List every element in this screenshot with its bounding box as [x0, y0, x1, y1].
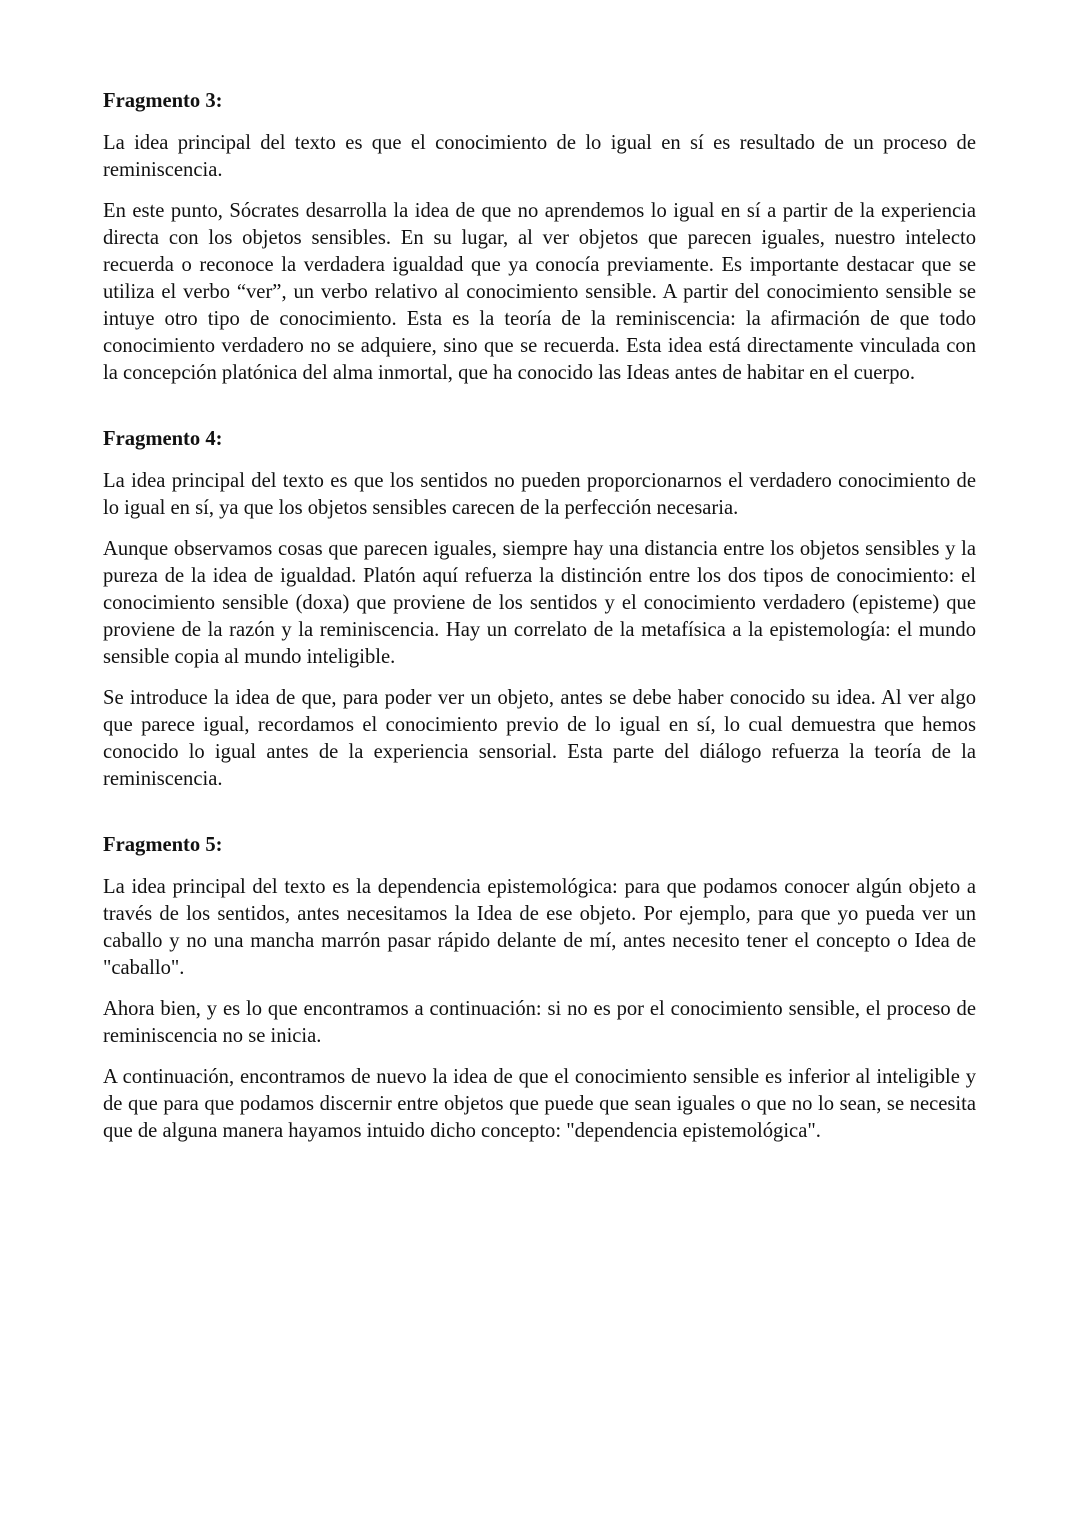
fragment-4-heading: Fragmento 4:	[103, 428, 223, 450]
fragment-5-paragraph-3: A continuación, encontramos de nuevo la idea de que el conocimiento sensible es inferior al inteligible y de que para que podamos discernir entre objetos que puede que sean iguales o que no lo sean, se necesita que de alguna manera hayamos intuido dicho concepto: "dependencia epistemológica".	[103, 1066, 976, 1142]
fragment-3-paragraph-1: La idea principal del texto es que el conocimiento de lo igual en sí es resultado de un proceso de reminiscencia.	[103, 132, 976, 181]
fragment-5-paragraph-1: La idea principal del texto es la dependencia epistemológica: para que podamos conocer algún objeto a través de los sentidos, antes necesitamos la Idea de ese objeto. Por ejemplo, para que yo pueda ver un caballo y no una mancha marrón pasar rápido delante de mí, antes necesito tener el concepto o Idea de "caballo".	[103, 876, 976, 979]
fragment-4-paragraph-1: La idea principal del texto es que los sentidos no pueden proporcionarnos el verdadero conocimiento de lo igual en sí, ya que los objetos sensibles carecen de la perfección necesaria.	[103, 470, 976, 519]
fragment-5-heading: Fragmento 5:	[103, 834, 223, 856]
fragment-4-paragraph-3: Se introduce la idea de que, para poder ver un objeto, antes se debe haber conocido su idea. Al ver algo que parece igual, recordamos el conocimiento previo de lo igual en sí, lo cual demuestra que hemos conocido lo igual antes de la experiencia sensorial. Esta parte del diálogo refuerza la teoría de la reminiscencia.	[103, 687, 976, 790]
fragment-5-section	[103, 832, 976, 1145]
fragment-3-section	[103, 88, 976, 387]
fragment-4-section	[103, 426, 976, 793]
fragment-3-paragraph-2: En este punto, Sócrates desarrolla la idea de que no aprendemos lo igual en sí a partir de la experiencia directa con los objetos sensibles. En su lugar, al ver objetos que parecen iguales, nuestro intelecto recuerda o reconoce la verdadera igualdad que ya conocía previamente. Es importante destacar que se utiliza el verbo “ver”, un verbo relativo al conocimiento sensible. A partir del conocimiento sensible se intuye otro tipo de conocimiento. Esta es la teoría de la reminiscencia: la afirmación de que todo conocimiento verdadero no se adquiere, sino que se recuerda. Esta idea está directamente vinculada con la concepción platónica del alma inmortal, que ha conocido las Ideas antes de habitar en el cuerpo.	[103, 200, 976, 384]
fragment-4-paragraph-2: Aunque observamos cosas que parecen iguales, siempre hay una distancia entre los objetos sensibles y la pureza de la idea de igualdad. Platón aquí refuerza la distinción entre los dos tipos de conocimiento: el conocimiento sensible (doxa) que proviene de los sentidos y el conocimiento verdadero (episteme) que proviene de la razón y la reminiscencia. Hay un correlato de la metafísica a la epistemología: el mundo sensible copia al mundo inteligible.	[103, 538, 976, 668]
fragment-3-heading: Fragmento 3:	[103, 90, 223, 112]
document-page	[103, 88, 976, 1145]
fragment-5-paragraph-2: Ahora bien, y es lo que encontramos a continuación: si no es por el conocimiento sensible, el proceso de reminiscencia no se inicia.	[103, 998, 976, 1047]
